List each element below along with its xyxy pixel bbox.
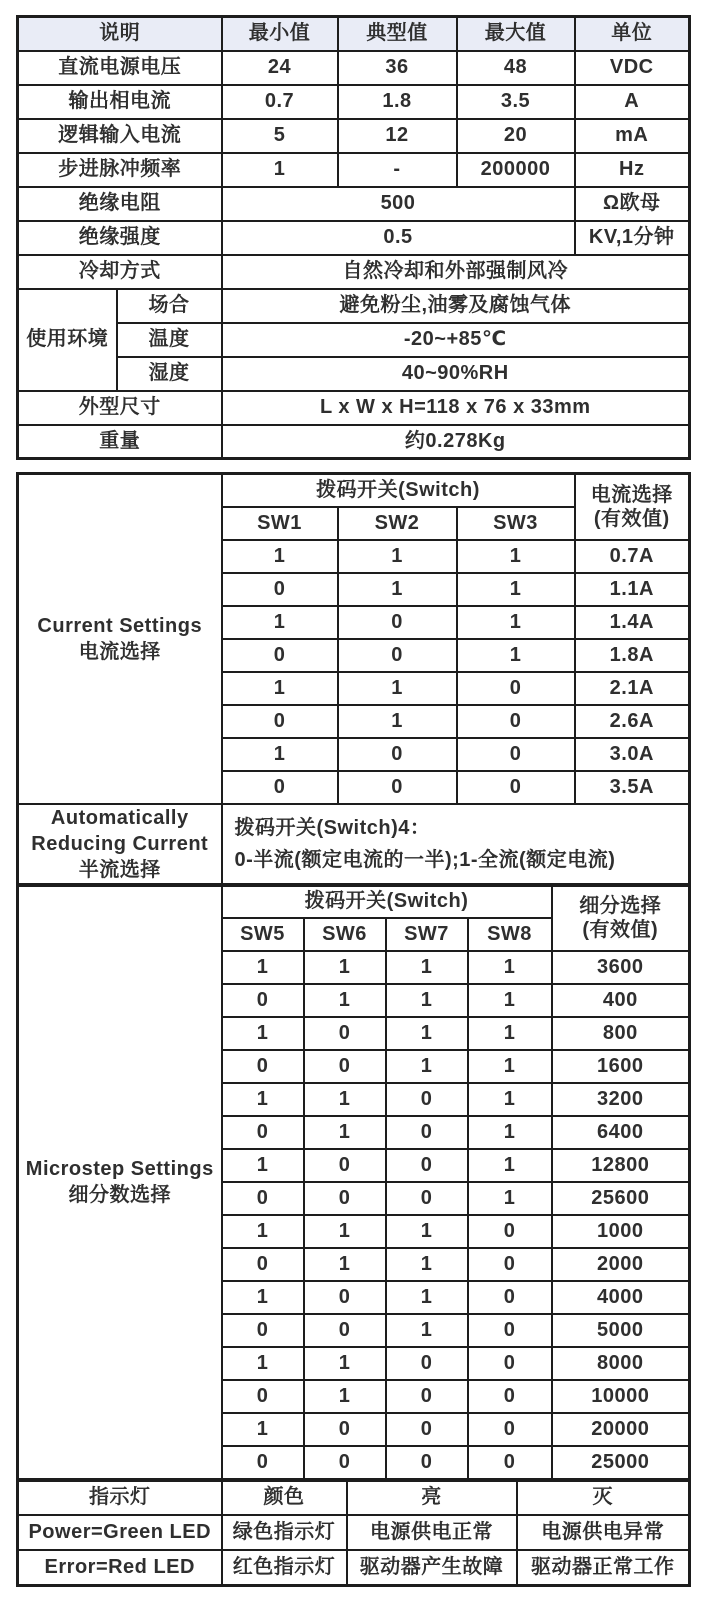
spec-typ-cell: - (338, 153, 457, 187)
spec-min-cell: 5 (222, 119, 338, 153)
current-value-header-line2: (有效值) (593, 507, 670, 530)
spec-label-cell: 逻辑输入电流 (18, 119, 222, 153)
switch-state-cell: 1 (468, 1083, 552, 1116)
current-value-cell: 2.6A (575, 705, 690, 738)
spec-unit-cell: Ω欧母 (575, 187, 690, 221)
spec-min-cell: 0.7 (222, 85, 338, 119)
led-off-cell: 驱动器正常工作 (517, 1550, 690, 1585)
switch-state-cell: 1 (457, 540, 575, 573)
spec-value-cell: 0.5 (222, 221, 575, 255)
switch-state-cell: 0 (222, 1050, 304, 1083)
switch-state-cell: 0 (304, 1182, 386, 1215)
current-value-header-line1: 电流选择 (590, 483, 673, 506)
switch-state-cell: 1 (222, 1413, 304, 1446)
microstep-value-cell: 400 (552, 984, 690, 1017)
switch-state-cell: 0 (468, 1248, 552, 1281)
microstep-group-label-en: Microstep Settings (25, 1158, 214, 1180)
switch-state-cell: 0 (338, 606, 457, 639)
spec-unit-cell: A (575, 85, 690, 119)
switch-state-cell: 0 (304, 1017, 386, 1050)
microstep-group-label-cell (18, 885, 222, 1479)
microstep-settings-table (16, 884, 691, 1481)
switch-state-cell: 0 (222, 1380, 304, 1413)
env-value-cell: 40~90%RH (222, 357, 690, 391)
half-current-text-line1: 拨码开关(Switch)4： (234, 816, 431, 839)
spec-value-cell: 约0.278Kg (222, 425, 690, 459)
microstep-value-cell: 4000 (552, 1281, 690, 1314)
switch-state-cell: 1 (386, 1248, 468, 1281)
spec-row-insulation-strength (18, 221, 690, 255)
half-current-row (18, 804, 690, 885)
spec-value-cell: 自然冷却和外部强制风冷 (222, 255, 690, 289)
spec-label-cell: 冷却方式 (18, 255, 222, 289)
microstep-switch-header-cell: 拨码开关(Switch) (222, 885, 552, 918)
switch-state-cell: 0 (386, 1446, 468, 1479)
led-on-cell: 驱动器产生故障 (347, 1550, 517, 1585)
spec-header-unit: 单位 (575, 17, 690, 51)
spec-label-cell: 直流电源电压 (18, 51, 222, 85)
current-value-cell: 1.4A (575, 606, 690, 639)
sw8-header-cell: SW8 (468, 918, 552, 951)
switch-state-cell: 0 (222, 1314, 304, 1347)
microstep-value-cell: 3600 (552, 951, 690, 984)
current-value-cell: 1.8A (575, 639, 690, 672)
switch-state-cell: 0 (304, 1050, 386, 1083)
microstep-value-cell: 25600 (552, 1182, 690, 1215)
switch-state-cell: 0 (386, 1413, 468, 1446)
led-name-cell: Power=Green LED (18, 1515, 222, 1550)
switch-state-cell: 1 (386, 984, 468, 1017)
spec-header-description: 说明 (18, 17, 222, 51)
switch-state-cell: 1 (457, 573, 575, 606)
microstep-value-cell: 25000 (552, 1446, 690, 1479)
led-row-error (18, 1550, 690, 1585)
switch-state-cell: 0 (468, 1215, 552, 1248)
switch-state-cell: 1 (304, 1380, 386, 1413)
spec-label-cell: 外型尺寸 (18, 391, 222, 425)
current-settings-table (16, 472, 691, 886)
half-current-description-cell (222, 804, 690, 885)
switch-state-cell: 1 (338, 573, 457, 606)
half-current-group-label-cell (18, 804, 222, 885)
microstep-value-cell: 800 (552, 1017, 690, 1050)
current-switch-header-row (18, 474, 690, 507)
led-indicator-table (16, 1479, 691, 1587)
led-off-cell: 电源供电异常 (517, 1515, 690, 1550)
switch-state-cell: 1 (222, 672, 338, 705)
switch-state-cell: 1 (457, 639, 575, 672)
led-color-cell: 绿色指示灯 (222, 1515, 347, 1550)
switch-state-cell: 0 (386, 1182, 468, 1215)
switch-state-cell: 0 (468, 1380, 552, 1413)
current-group-label-en: Current Settings (37, 614, 203, 637)
spec-label-cell: 绝缘强度 (18, 221, 222, 255)
switch-state-cell: 1 (468, 1149, 552, 1182)
switch-state-cell: 0 (222, 705, 338, 738)
microstep-value-cell: 20000 (552, 1413, 690, 1446)
switch-state-cell: 0 (222, 1248, 304, 1281)
switch-state-cell: 1 (468, 951, 552, 984)
spec-header-row (18, 17, 690, 51)
switch-state-cell: 0 (386, 1380, 468, 1413)
switch-state-cell: 1 (386, 1050, 468, 1083)
spec-label-cell: 输出相电流 (18, 85, 222, 119)
spec-value-cell: L x W x H=118 x 76 x 33mm (222, 391, 690, 425)
switch-state-cell: 0 (222, 771, 338, 804)
switch-state-cell: 0 (457, 672, 575, 705)
switch-state-cell: 1 (304, 1248, 386, 1281)
spec-label-cell: 重量 (18, 425, 222, 459)
switch-state-cell: 0 (468, 1314, 552, 1347)
switch-state-cell: 0 (304, 1149, 386, 1182)
sw1-header-cell: SW1 (222, 507, 338, 540)
switch-state-cell: 1 (222, 1017, 304, 1050)
switch-state-cell: 1 (386, 1314, 468, 1347)
spec-max-cell: 3.5 (457, 85, 575, 119)
microstep-value-cell: 12800 (552, 1149, 690, 1182)
spec-row-env-temperature (18, 323, 690, 357)
switch-state-cell: 0 (304, 1314, 386, 1347)
switch-state-cell: 0 (338, 771, 457, 804)
switch-state-cell: 0 (457, 705, 575, 738)
sw3-header-cell: SW3 (457, 507, 575, 540)
switch-state-cell: 1 (222, 1347, 304, 1380)
half-current-label-line3: 半流选择 (78, 858, 161, 881)
switch-state-cell: 1 (468, 1017, 552, 1050)
env-sub-label-cell: 温度 (117, 323, 222, 357)
spec-row-pulse-frequency (18, 153, 690, 187)
spec-header-min: 最小值 (222, 17, 338, 51)
spec-table (16, 15, 691, 460)
spec-value-cell: 500 (222, 187, 575, 221)
switch-settings-block (16, 472, 701, 1587)
env-sub-label-cell: 场合 (117, 289, 222, 323)
switch-state-cell: 0 (222, 1116, 304, 1149)
env-sub-label-cell: 湿度 (117, 357, 222, 391)
spec-max-cell: 200000 (457, 153, 575, 187)
half-current-label-line2: Reducing Current (31, 832, 209, 855)
current-value-header-cell (575, 474, 690, 540)
spec-row-voltage (18, 51, 690, 85)
sw5-header-cell: SW5 (222, 918, 304, 951)
led-row-power (18, 1515, 690, 1550)
spec-row-weight (18, 425, 690, 459)
switch-state-cell: 1 (338, 705, 457, 738)
current-value-cell: 3.5A (575, 771, 690, 804)
switch-state-cell: 1 (222, 951, 304, 984)
switch-state-cell: 1 (222, 540, 338, 573)
half-current-text-line2: 0-半流(额定电流的一半);1-全流(额定电流) (234, 848, 616, 871)
spec-max-cell: 48 (457, 51, 575, 85)
spec-row-env-occasion (18, 289, 690, 323)
spec-label-cell: 步进脉冲频率 (18, 153, 222, 187)
switch-state-cell: 0 (222, 573, 338, 606)
switch-state-cell: 1 (338, 672, 457, 705)
spec-row-cooling (18, 255, 690, 289)
switch-state-cell: 1 (222, 1149, 304, 1182)
spec-typ-cell: 1.8 (338, 85, 457, 119)
microstep-value-cell: 5000 (552, 1314, 690, 1347)
spec-row-phase-current (18, 85, 690, 119)
switch-state-cell: 1 (222, 1281, 304, 1314)
switch-state-cell: 1 (304, 951, 386, 984)
spec-row-insulation-resistance (18, 187, 690, 221)
led-on-cell: 电源供电正常 (347, 1515, 517, 1550)
microstep-value-cell: 2000 (552, 1248, 690, 1281)
spec-row-env-humidity (18, 357, 690, 391)
microstep-value-header-line1: 细分选择 (579, 895, 662, 918)
microstep-group-label-zh: 细分数选择 (68, 1184, 171, 1206)
spec-unit-cell: mA (575, 119, 690, 153)
spec-unit-cell: VDC (575, 51, 690, 85)
switch-state-cell: 0 (304, 1446, 386, 1479)
spec-row-logic-current (18, 119, 690, 153)
switch-state-cell: 1 (304, 1347, 386, 1380)
sw2-header-cell: SW2 (338, 507, 457, 540)
spec-max-cell: 20 (457, 119, 575, 153)
spec-unit-cell: Hz (575, 153, 690, 187)
switch-state-cell: 0 (468, 1446, 552, 1479)
switch-state-cell: 1 (468, 1182, 552, 1215)
switch-state-cell: 0 (457, 771, 575, 804)
switch-state-cell: 1 (222, 738, 338, 771)
led-header-off: 灭 (517, 1480, 690, 1515)
switch-state-cell: 1 (457, 606, 575, 639)
switch-state-cell: 0 (338, 639, 457, 672)
current-value-cell: 3.0A (575, 738, 690, 771)
led-color-cell: 红色指示灯 (222, 1550, 347, 1585)
current-switch-header-cell: 拨码开关(Switch) (222, 474, 575, 507)
switch-state-cell: 1 (338, 540, 457, 573)
led-header-row (18, 1480, 690, 1515)
spec-unit-cell: KV,1分钟 (575, 221, 690, 255)
switch-state-cell: 0 (468, 1413, 552, 1446)
led-name-cell: Error=Red LED (18, 1550, 222, 1585)
switch-state-cell: 0 (222, 984, 304, 1017)
switch-state-cell: 0 (468, 1281, 552, 1314)
switch-state-cell: 1 (304, 1116, 386, 1149)
switch-state-cell: 1 (304, 984, 386, 1017)
switch-state-cell: 0 (222, 1182, 304, 1215)
switch-state-cell: 0 (304, 1281, 386, 1314)
microstep-value-cell: 1600 (552, 1050, 690, 1083)
switch-state-cell: 1 (304, 1083, 386, 1116)
switch-state-cell: 1 (386, 1281, 468, 1314)
spec-header-max: 最大值 (457, 17, 575, 51)
switch-state-cell: 1 (468, 1116, 552, 1149)
current-value-cell: 0.7A (575, 540, 690, 573)
switch-state-cell: 0 (222, 639, 338, 672)
half-current-label-line1: Automatically (50, 806, 189, 829)
microstep-value-cell: 1000 (552, 1215, 690, 1248)
spec-min-cell: 24 (222, 51, 338, 85)
switch-state-cell: 0 (457, 738, 575, 771)
switch-state-cell: 0 (386, 1116, 468, 1149)
switch-state-cell: 1 (386, 1017, 468, 1050)
led-header-indicator: 指示灯 (18, 1480, 222, 1515)
switch-state-cell: 1 (386, 1215, 468, 1248)
switch-state-cell: 1 (386, 951, 468, 984)
microstep-value-header-line2: (有效值) (582, 919, 659, 942)
env-value-cell: -20~+85℃ (222, 323, 690, 357)
switch-state-cell: 0 (386, 1149, 468, 1182)
spec-header-typical: 典型值 (338, 17, 457, 51)
spec-typ-cell: 12 (338, 119, 457, 153)
microstep-value-header-cell (552, 885, 690, 951)
switch-state-cell: 0 (468, 1347, 552, 1380)
led-header-color: 颜色 (222, 1480, 347, 1515)
microstep-value-cell: 10000 (552, 1380, 690, 1413)
env-group-cell: 使用环境 (18, 289, 117, 391)
sw6-header-cell: SW6 (304, 918, 386, 951)
microstep-value-cell: 6400 (552, 1116, 690, 1149)
sw7-header-cell: SW7 (386, 918, 468, 951)
microstep-value-cell: 3200 (552, 1083, 690, 1116)
switch-state-cell: 1 (468, 1050, 552, 1083)
switch-state-cell: 0 (304, 1413, 386, 1446)
spec-label-cell: 绝缘电阻 (18, 187, 222, 221)
switch-state-cell: 0 (338, 738, 457, 771)
microstep-switch-header-row (18, 885, 690, 918)
current-value-cell: 1.1A (575, 573, 690, 606)
spec-row-dimensions (18, 391, 690, 425)
switch-state-cell: 1 (468, 984, 552, 1017)
current-group-label-zh: 电流选择 (78, 640, 161, 663)
switch-state-cell: 1 (304, 1215, 386, 1248)
switch-state-cell: 0 (386, 1083, 468, 1116)
switch-state-cell: 1 (222, 1083, 304, 1116)
current-group-label-cell (18, 474, 222, 804)
env-value-cell: 避免粉尘,油雾及腐蚀气体 (222, 289, 690, 323)
led-header-on: 亮 (347, 1480, 517, 1515)
microstep-value-cell: 8000 (552, 1347, 690, 1380)
spec-min-cell: 1 (222, 153, 338, 187)
switch-state-cell: 1 (222, 606, 338, 639)
switch-state-cell: 0 (222, 1446, 304, 1479)
spec-typ-cell: 36 (338, 51, 457, 85)
switch-state-cell: 1 (222, 1215, 304, 1248)
switch-state-cell: 0 (386, 1347, 468, 1380)
current-value-cell: 2.1A (575, 672, 690, 705)
